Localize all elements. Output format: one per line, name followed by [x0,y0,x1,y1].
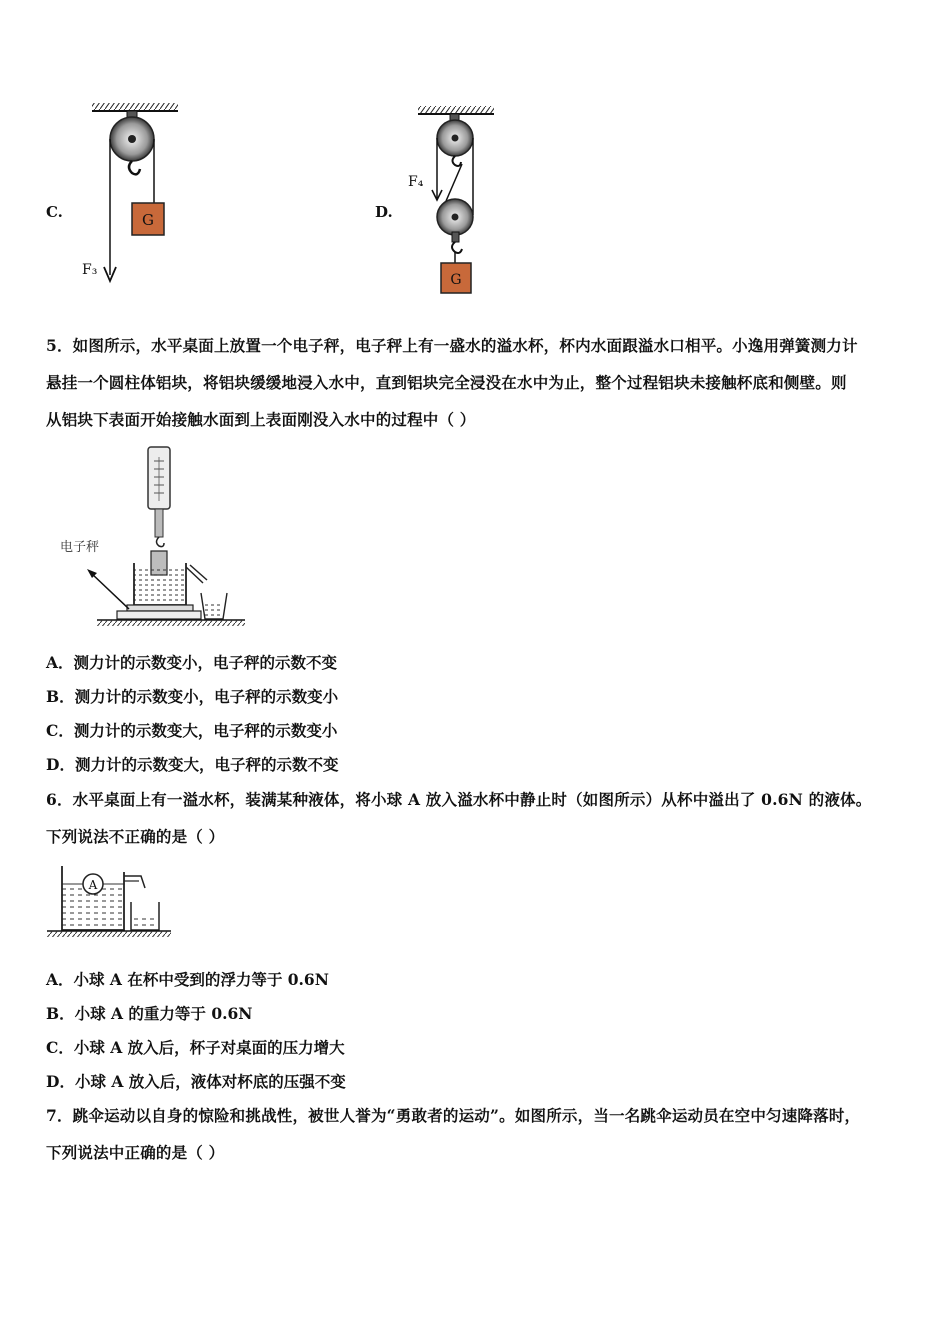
scale-hook [157,537,165,547]
water [134,569,186,605]
q5-option-c[interactable]: C．测力计的示数变大，电子秤的示数变小 [46,721,338,740]
fixed-pulley-diagram [80,95,190,290]
weight-label: G [142,211,154,229]
pulley-block-diagram [400,100,510,300]
q6-stem-line: 下列说法不正确的是（ ） [46,827,225,846]
q5-stem [46,327,926,438]
q5-experiment-figure [55,443,250,628]
q6-stem-line: 6．水平桌面上有一溢水杯，装满某种液体，将小球 A 放入溢水杯中静止时（如图所示）从杯中溢出了 0.6N 的液体。 [46,790,872,809]
pulley-hook [129,161,140,174]
q6-option-c[interactable]: C．小球 A 放入后，杯子对桌面的压力增大 [46,1038,345,1057]
q6-overflow-figure [45,862,175,942]
option-d-letter: D. [375,203,393,221]
scale-label: 电子秤 [60,540,100,555]
option-c-letter: C. [46,203,63,221]
fixed-pulley-hook [453,156,462,166]
force-label: F₃ [82,262,98,278]
q6-option-a[interactable]: A．小球 A 在杯中受到的浮力等于 0.6N [46,970,329,989]
q6-option-d[interactable]: D．小球 A 放入后，液体对杯底的压强不变 [46,1072,346,1091]
q6-option-b[interactable]: B．小球 A 的重力等于 0.6N [46,1004,253,1023]
overflow-spout [124,876,145,888]
q7-stem-line: 7．跳伞运动以自身的惊险和挑战性，被世人誉为“勇敢者的运动”。如图所示，当一名跳伞运动员在空中匀速降落时， [46,1106,861,1125]
q5-option-a[interactable]: A．测力计的示数变小，电子秤的示数不变 [46,653,338,672]
q7-stem [46,1097,926,1171]
electronic-scale [127,605,193,611]
ceiling-hatch [92,103,178,111]
q5-stem-line: 从铝块下表面开始接触水面到上表面刚没入水中的过程中（ ） [46,410,476,429]
movable-pulley-hook [452,242,462,253]
q6-stem [46,781,926,855]
weight-label: G [450,272,462,288]
q5-option-b[interactable]: B．测力计的示数变小，电子秤的示数变小 [46,687,339,706]
q5-stem-line: 5．如图所示，水平桌面上放置一个电子秤，电子秤上有一盛水的溢水杯，杯内水面跟溢水口相平。小逸用弹簧测力计 [46,336,858,355]
force-label: F₄ [408,174,424,190]
q7-stem-line: 下列说法中正确的是（ ） [46,1143,225,1162]
label-arrow [91,573,129,609]
q5-option-d[interactable]: D．测力计的示数变大，电子秤的示数不变 [46,755,339,774]
ceiling-hatch [418,106,494,114]
ball-label: A [88,878,98,892]
q5-stem-line: 悬挂一个圆柱体铝块，将铝块缓缓地浸入水中，直到铝块完全浸没在水中为止，整个过程铝块未接触杯底和侧壁。则 [46,373,847,392]
